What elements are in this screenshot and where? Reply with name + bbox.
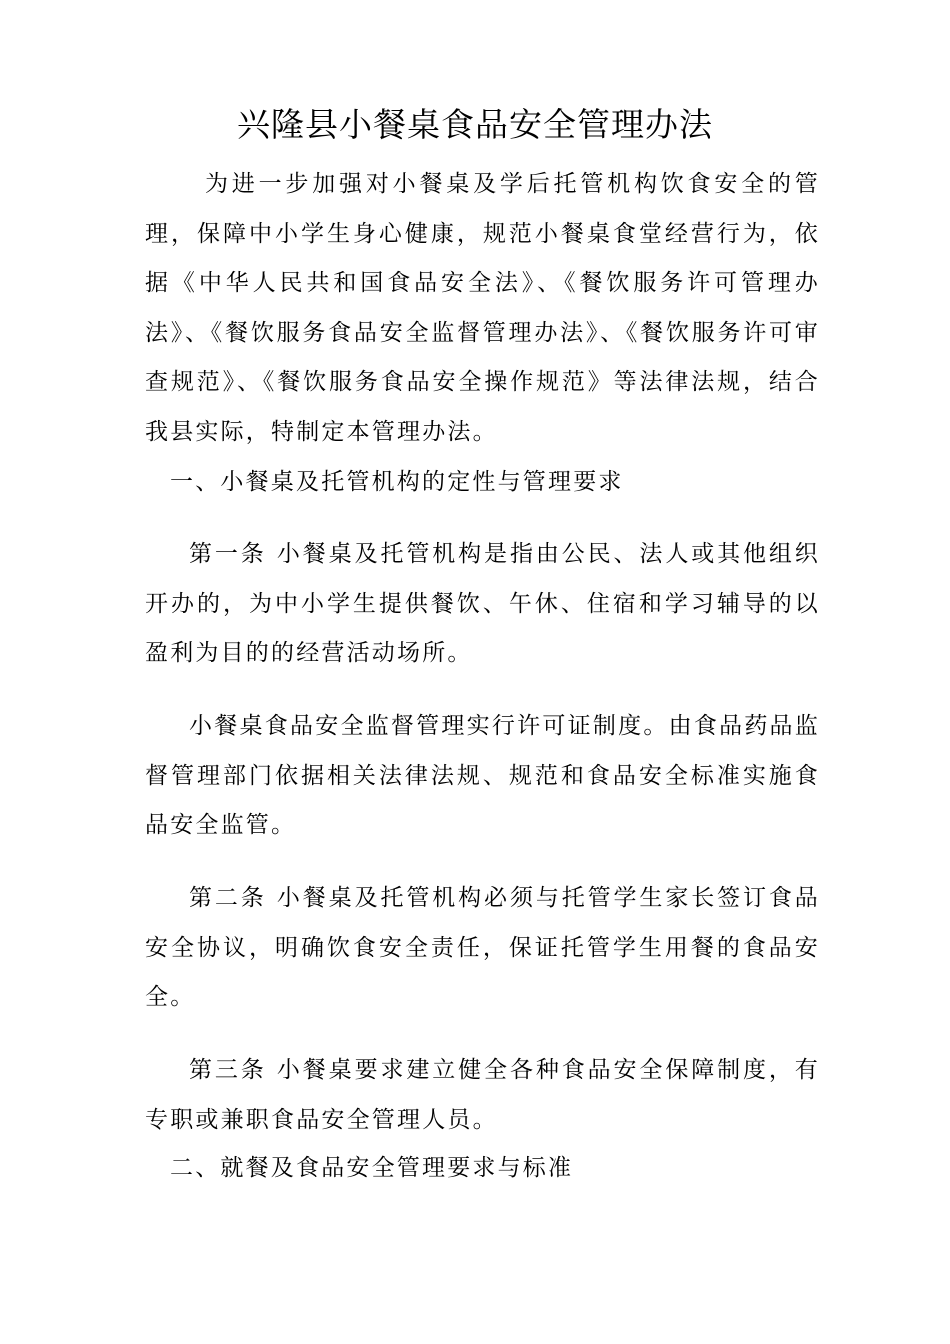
section-1-heading: 一、小餐桌及托管机构的定性与管理要求 (170, 469, 624, 495)
article-1-second-paragraph: 小餐桌食品安全监督管理实行许可证制度。由食品药品监督管理部门依据相关法律法规、规范和食品安全标准实施食品安全监管。 (145, 713, 820, 838)
intro-paragraph: 为进一步加强对小餐桌及学后托管机构饮食安全的管理，保障中小学生身心健康，规范小餐桌食堂经营行为，依据《中华人民共和国食品安全法》、《餐饮服务许可管理办法》、《餐饮服务食品安全监督管理办法》、《餐饮服务许可审查规范》、《餐饮服务食品安全操作规范》等法律法规，结合我县实际，特制定本管理办法。 (145, 171, 820, 445)
section-2-heading: 二、就餐及食品安全管理要求与标准 (170, 1155, 574, 1181)
document-title: 兴隆县小餐桌食品安全管理办法 (237, 105, 713, 144)
article-1-paragraph: 第一条 小餐桌及托管机构是指由公民、法人或其他组织开办的，为中小学生提供餐饮、午休、住宿和学习辅导的以盈利为目的的经营活动场所。 (145, 541, 820, 666)
article-3-paragraph: 第三条 小餐桌要求建立健全各种食品安全保障制度，有专职或兼职食品安全管理人员。 (145, 1057, 820, 1133)
article-2-paragraph: 第二条 小餐桌及托管机构必须与托管学生家长签订食品安全协议，明确饮食安全责任，保证托管学生用餐的食品安全。 (145, 885, 820, 1010)
